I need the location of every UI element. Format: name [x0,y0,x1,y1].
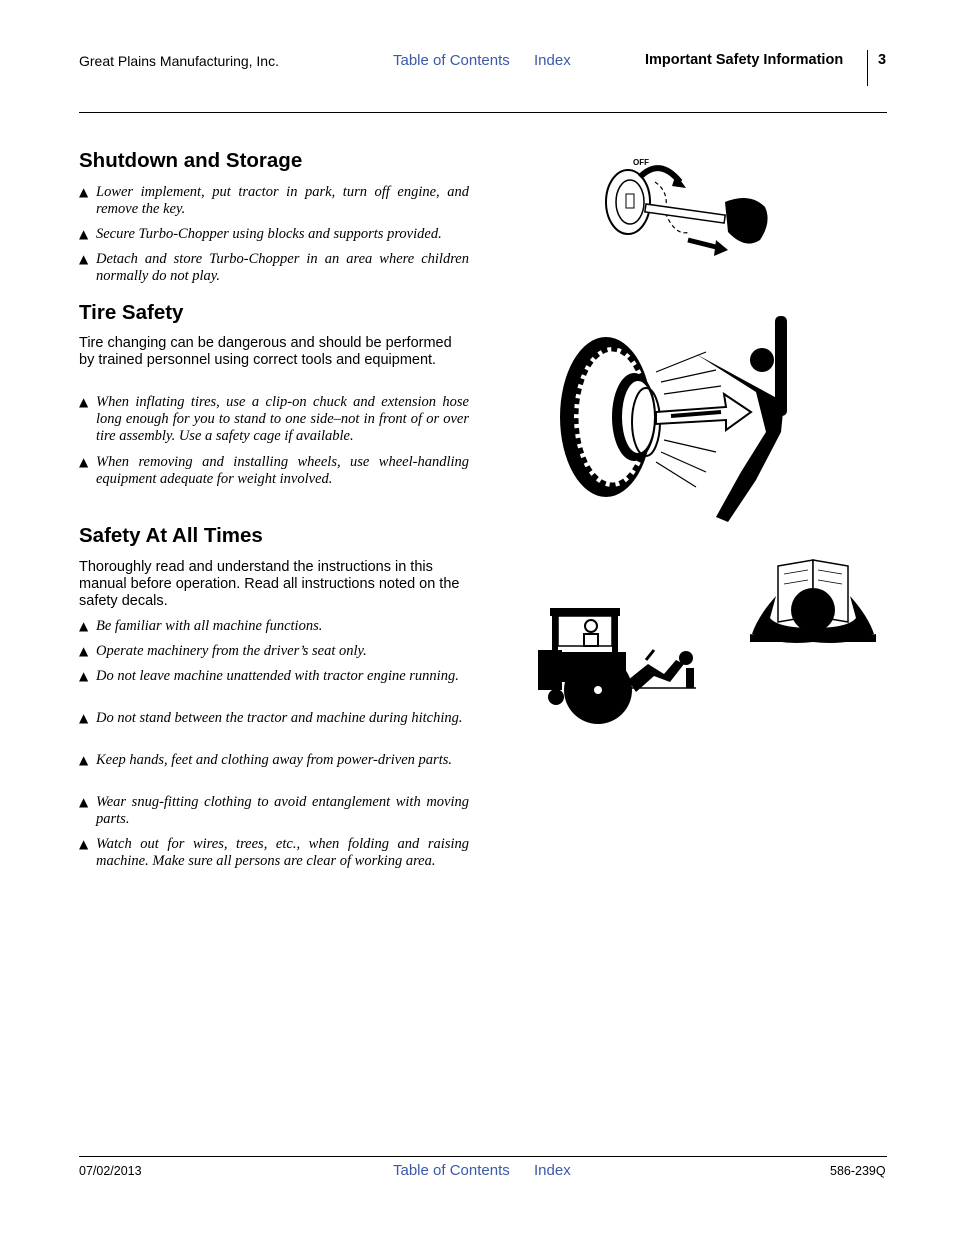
ignition-key-illustration [600,152,775,264]
tire-bullet-2: ▲ When removing and installing wheels, use wheel-handling equipment adequate for weight involved. [79,454,469,487]
footer-rule [79,1156,887,1157]
reading-manual-illustration [748,556,878,646]
section-title: Important Safety Information [645,52,844,68]
key-off-label: OFF [633,158,649,167]
page-number: 3 [878,52,887,68]
safety-bullet-5: ▲ Keep hands, feet and clothing away from power-driven parts. [79,752,452,768]
safety-all-heading: Safety At All Times [79,524,263,547]
company-name: Great Plains Manufacturing, Inc. [79,53,279,69]
header-divider [867,50,868,86]
tire-bullet-1: ▲ When inflating tires, use a clip-on chuck and extension hose long enough for you to stand to one side–not in front of or over tire assembly. Use a safety cage if available. [79,394,469,444]
tire-heading: Tire Safety [79,301,184,324]
safety-bullet-1: ▲ Be familiar with all machine functions. [79,618,323,634]
tractor-hitching-illustration [536,602,701,730]
header-index-link[interactable]: Index [534,52,571,69]
safety-bullet-2: ▲ Operate machinery from the driver’s seat only. [79,643,367,659]
safety-all-intro: Thoroughly read and understand the instructions in this manual before operation. Read all instructions noted on the safety decals. [79,559,460,609]
footer-doc-code: 586-239Q [830,1164,886,1178]
safety-bullet-3: ▲ Do not leave machine unattended with tractor engine running. [79,668,459,684]
safety-bullet-6: ▲ Wear snug-fitting clothing to avoid entanglement with moving parts. [79,794,469,827]
footer-toc-link[interactable]: Table of Contents [393,1162,510,1179]
shutdown-bullet-2: ▲ Secure Turbo-Chopper using blocks and supports provided. [79,226,442,242]
safety-bullet-7: ▲ Watch out for wires, trees, etc., when folding and raising machine. Make sure all persons are clear of working area. [79,836,469,869]
header-toc-link[interactable]: Table of Contents [393,52,510,69]
shutdown-heading: Shutdown and Storage [79,149,303,172]
shutdown-bullet-1: ▲ Lower implement, put tractor in park, turn off engine, and remove the key. [79,184,469,217]
tire-intro: Tire changing can be dangerous and should be performed by trained personnel using correct tools and equipment. [79,335,452,368]
footer-date: 07/02/2013 [79,1164,142,1178]
tire-explosion-illustration [556,312,796,524]
safety-bullet-4: ▲ Do not stand between the tractor and machine during hitching. [79,710,463,726]
header-rule [79,112,887,113]
footer-index-link[interactable]: Index [534,1162,571,1179]
shutdown-bullet-3: ▲ Detach and store Turbo-Chopper in an area where children normally do not play. [79,251,469,284]
